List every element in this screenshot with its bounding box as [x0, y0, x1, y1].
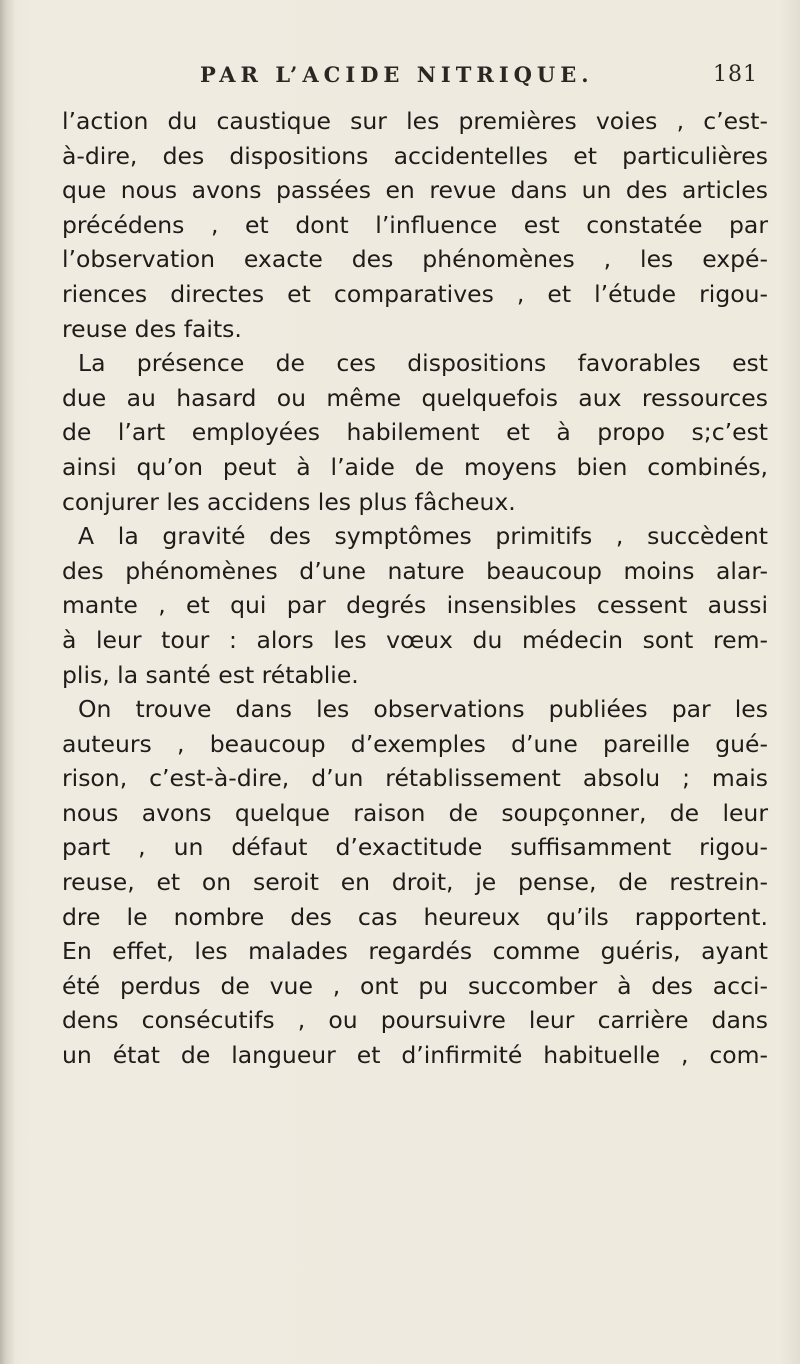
text-line: mante , et qui par degrés insensibles cessent aussi — [62, 591, 768, 620]
text-line: l’action du caustique sur les premières voies , c’est- — [62, 107, 768, 135]
text-line: un état de langueur et d’infirmité habituelle , com- — [62, 1041, 768, 1070]
paragraph-start-line: On trouve dans les observations publiées par les — [78, 695, 768, 724]
text-line: des phénomènes d’une nature beaucoup moins alar- — [62, 556, 768, 585]
paragraph-start-line: La présence de ces dispositions favorables est — [78, 349, 768, 378]
text-line: à-dire, des dispositions accidentelles et particulières — [62, 141, 768, 170]
text-line: l’observation exacte des phénomènes , les expé- — [62, 245, 768, 274]
page-number: 181 — [713, 62, 758, 87]
text-line: à leur tour : alors les vœux du médecin sont rem- — [62, 625, 768, 654]
page-binding-edge — [0, 0, 14, 1364]
text-line: En effet, les malades regardés comme guéris, ayant — [62, 937, 768, 966]
paragraph-start-line: A la gravité des symptômes primitifs , succèdent — [78, 522, 768, 551]
text-line: dens consécutifs , ou poursuivre leur carrière dans — [62, 1006, 768, 1035]
text-line: auteurs , beaucoup d’exemples d’une pareille gué- — [62, 729, 768, 758]
text-line: rison, c’est-à-dire, d’un rétablissement absolu ; mais — [62, 764, 768, 793]
text-line: part , un défaut d’exactitude suffisamment rigou- — [62, 833, 768, 862]
text-line: ainsi qu’on peut à l’aide de moyens bien combinés, — [62, 452, 768, 481]
text-line: dre le nombre des cas heureux qu’ils rapportent. — [62, 902, 768, 931]
text-line: été perdus de vue , ont pu succomber à des acci- — [62, 971, 768, 1000]
text-line: nous avons quelque raison de soupçonner, de leur — [62, 798, 768, 827]
body-text — [62, 104, 768, 1073]
text-line: reuse, et on seroit en droit, je pense, de restrein- — [62, 868, 768, 897]
text-line: reuse des faits. — [62, 314, 242, 343]
text-line: plis, la santé est rétablie. — [62, 660, 359, 689]
text-line: due au hasard ou même quelquefois aux ressources — [62, 383, 768, 412]
text-line: de l’art employées habilement et à propo s;c’est — [62, 418, 768, 447]
text-line: précédens , et dont l’influence est constatée par — [62, 210, 768, 239]
text-line: conjurer les accidens les plus fâcheux. — [62, 487, 516, 516]
text-line: riences directes et comparatives , et l’étude rigou- — [62, 279, 768, 308]
text-line: que nous avons passées en revue dans un des articles — [62, 176, 768, 205]
running-title: PAR L’ACIDE NITRIQUE. — [200, 62, 594, 87]
running-head — [200, 62, 770, 96]
